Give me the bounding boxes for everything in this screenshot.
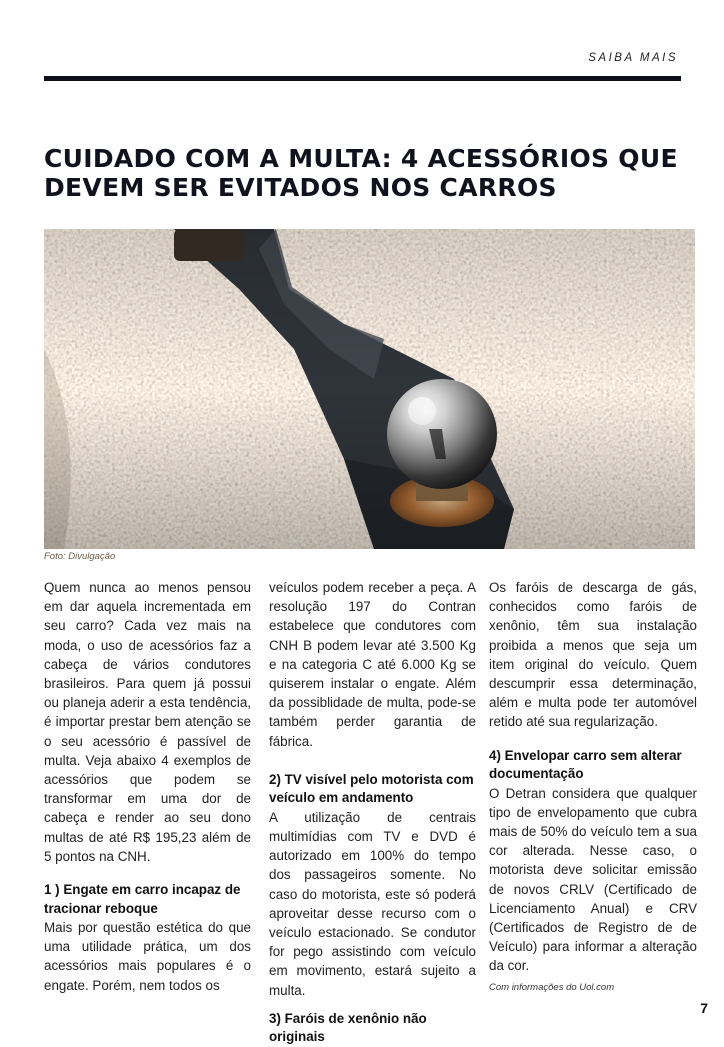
section-3-title: 3) Faróis de xenônio não originais	[269, 1010, 427, 1045]
article-column-1	[44, 578, 251, 995]
section-3-text: Os faróis de descarga de gás, conhecidos como faróis de xenônio, têm sua instalação proibida a menos que seja um item original do veículo. Quem descumprir essa determinação, além e multa pode ter automóvel retido até sua regularização.	[489, 580, 697, 730]
section-4-text: O Detran considera que qualquer tipo de envelopamento que cubra mais de 50% do veículo tem a sua cor alterada. Nesse caso, o motorista deve solicitar emissão de novos CRLV (Certificado de Licenciamento Anual) e CRV (Certificados de Registro de de Veículo) para informar a alteração da cor.	[489, 785, 697, 974]
section-1-text-continued: veículos podem receber a peça. A resolução 197 do Contran estabelece que condutores com CNH B podem levar até 3.500 Kg e na categoria C até 6.000 Kg se quiserem instalar o engate. Além da possiblidade de multa, pode-se também perder garantia de fábrica.	[269, 580, 476, 749]
section-1-text: Mais por questão estética do que uma utilidade prática, um dos acessórios mais populares é o engate. Porém, nem todos os	[44, 920, 251, 993]
photo-caption: Foto: Divulgação	[44, 551, 116, 562]
section-1-title: 1 ) Engate em carro incapaz de tracionar reboque	[44, 882, 241, 916]
article-column-2	[269, 578, 476, 1047]
section-2-text: A utilização de centrais multimídias com TV e DVD é autorizado em 100% do tempo dos passageiros somente. No caso do motorista, este só poderá aproveitar desse recurso com o veículo estacionado. Se condutor for pego assistindo com veículo em movimento, estará sujeito a multa.	[269, 809, 476, 998]
header-rule	[44, 76, 681, 81]
section-4-title: 4) Envelopar carro sem alterar documentação	[489, 747, 682, 782]
article-photo	[44, 229, 695, 549]
intro-paragraph: Quem nunca ao menos pensou em dar aquela incrementada em seu carro? Cada vez mais na moda, o uso de acessórios faz a cabeça de vários condutores brasileiros. Para quem já possui ou planeja aderir a esta tendência, é importar prestar bem atenção se o seu acessório é passível de multa. Veja abaixo 4 exemplos de acessórios que podem se transformar em uma dor de cabeça e render ao seu dono multas de até R$ 195,23 além de 5 pontos na CNH.	[44, 580, 251, 864]
section-2-title: 2) TV visível pelo motorista com veículo em andamento	[269, 771, 474, 806]
source-credit: Com informações do Uol.com	[489, 981, 615, 993]
tow-hitch-photo	[44, 229, 695, 549]
page-number: 7	[700, 1000, 708, 1016]
section-label: SAIBA MAIS	[588, 52, 678, 64]
article-column-3	[489, 578, 697, 997]
article-title: CUIDADO COM A MULTA: 4 ACESSÓRIOS QUE DEVEM SER EVITADOS NOS CARROS	[44, 144, 678, 202]
